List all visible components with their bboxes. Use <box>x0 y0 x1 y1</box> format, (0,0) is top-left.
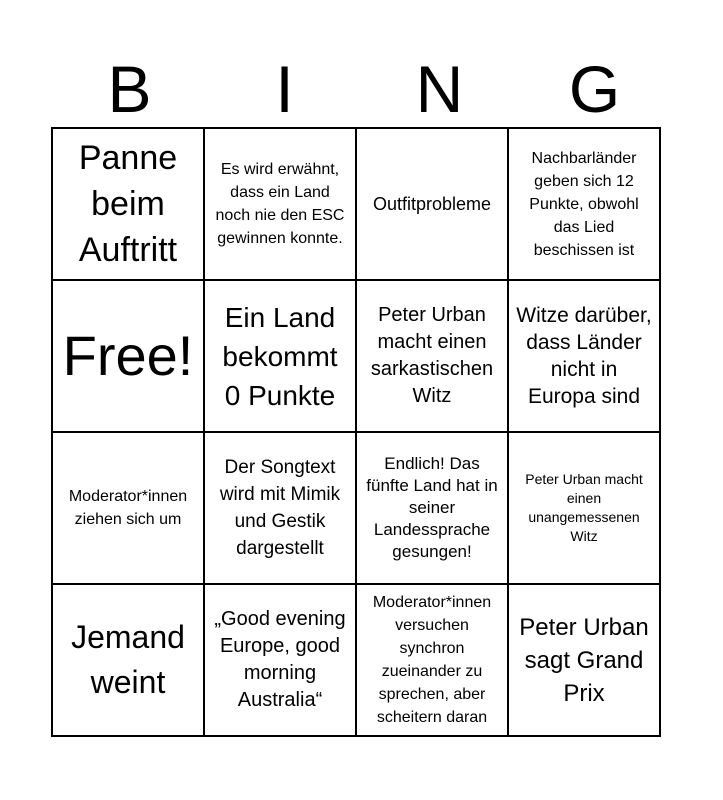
bingo-cell[interactable]: Moderator*innen ziehen sich um <box>52 432 204 584</box>
bingo-cell[interactable]: Panne beim Auftritt <box>52 128 204 280</box>
board-row <box>52 584 660 736</box>
header-letter-g: G <box>568 52 621 126</box>
free-cell[interactable]: Free! <box>52 280 204 432</box>
bingo-cell[interactable]: Der Songtext wird mit Mimik und Gestik dargestellt <box>204 432 356 584</box>
bingo-cell[interactable]: Outfitprobleme <box>356 128 508 280</box>
header-letter-b: B <box>107 52 152 126</box>
bingo-cell[interactable]: Endlich! Das fünfte Land hat in seiner Landessprache gesungen! <box>356 432 508 584</box>
bingo-cell[interactable]: Nachbarländer geben sich 12 Punkte, obwohl das Lied beschissen ist <box>508 128 660 280</box>
bingo-cell[interactable]: Moderator*innen versuchen synchron zueinander zu sprechen, aber scheitern daran <box>356 584 508 736</box>
bingo-cell[interactable]: Ein Land bekommt 0 Punkte <box>204 280 356 432</box>
bingo-board <box>51 127 661 737</box>
bingo-cell[interactable]: Es wird erwähnt, dass ein Land noch nie den ESC gewinnen konnte. <box>204 128 356 280</box>
bingo-header <box>52 50 672 128</box>
header-letter-n: N <box>415 52 464 126</box>
header-letter-i: I <box>275 52 294 126</box>
bingo-cell[interactable]: Jemand weint <box>52 584 204 736</box>
bingo-cell[interactable]: „Good evening Europe, good morning Australia“ <box>204 584 356 736</box>
bingo-cell[interactable]: Peter Urban sagt Grand Prix <box>508 584 660 736</box>
board-row <box>52 280 660 432</box>
bingo-cell[interactable]: Witze darüber, dass Länder nicht in Europa sind <box>508 280 660 432</box>
bingo-cell[interactable]: Peter Urban macht einen sarkastischen Witz <box>356 280 508 432</box>
board-row <box>52 432 660 584</box>
board-row <box>52 128 660 280</box>
bingo-cell[interactable]: Peter Urban macht einen unangemessenen Witz <box>508 432 660 584</box>
